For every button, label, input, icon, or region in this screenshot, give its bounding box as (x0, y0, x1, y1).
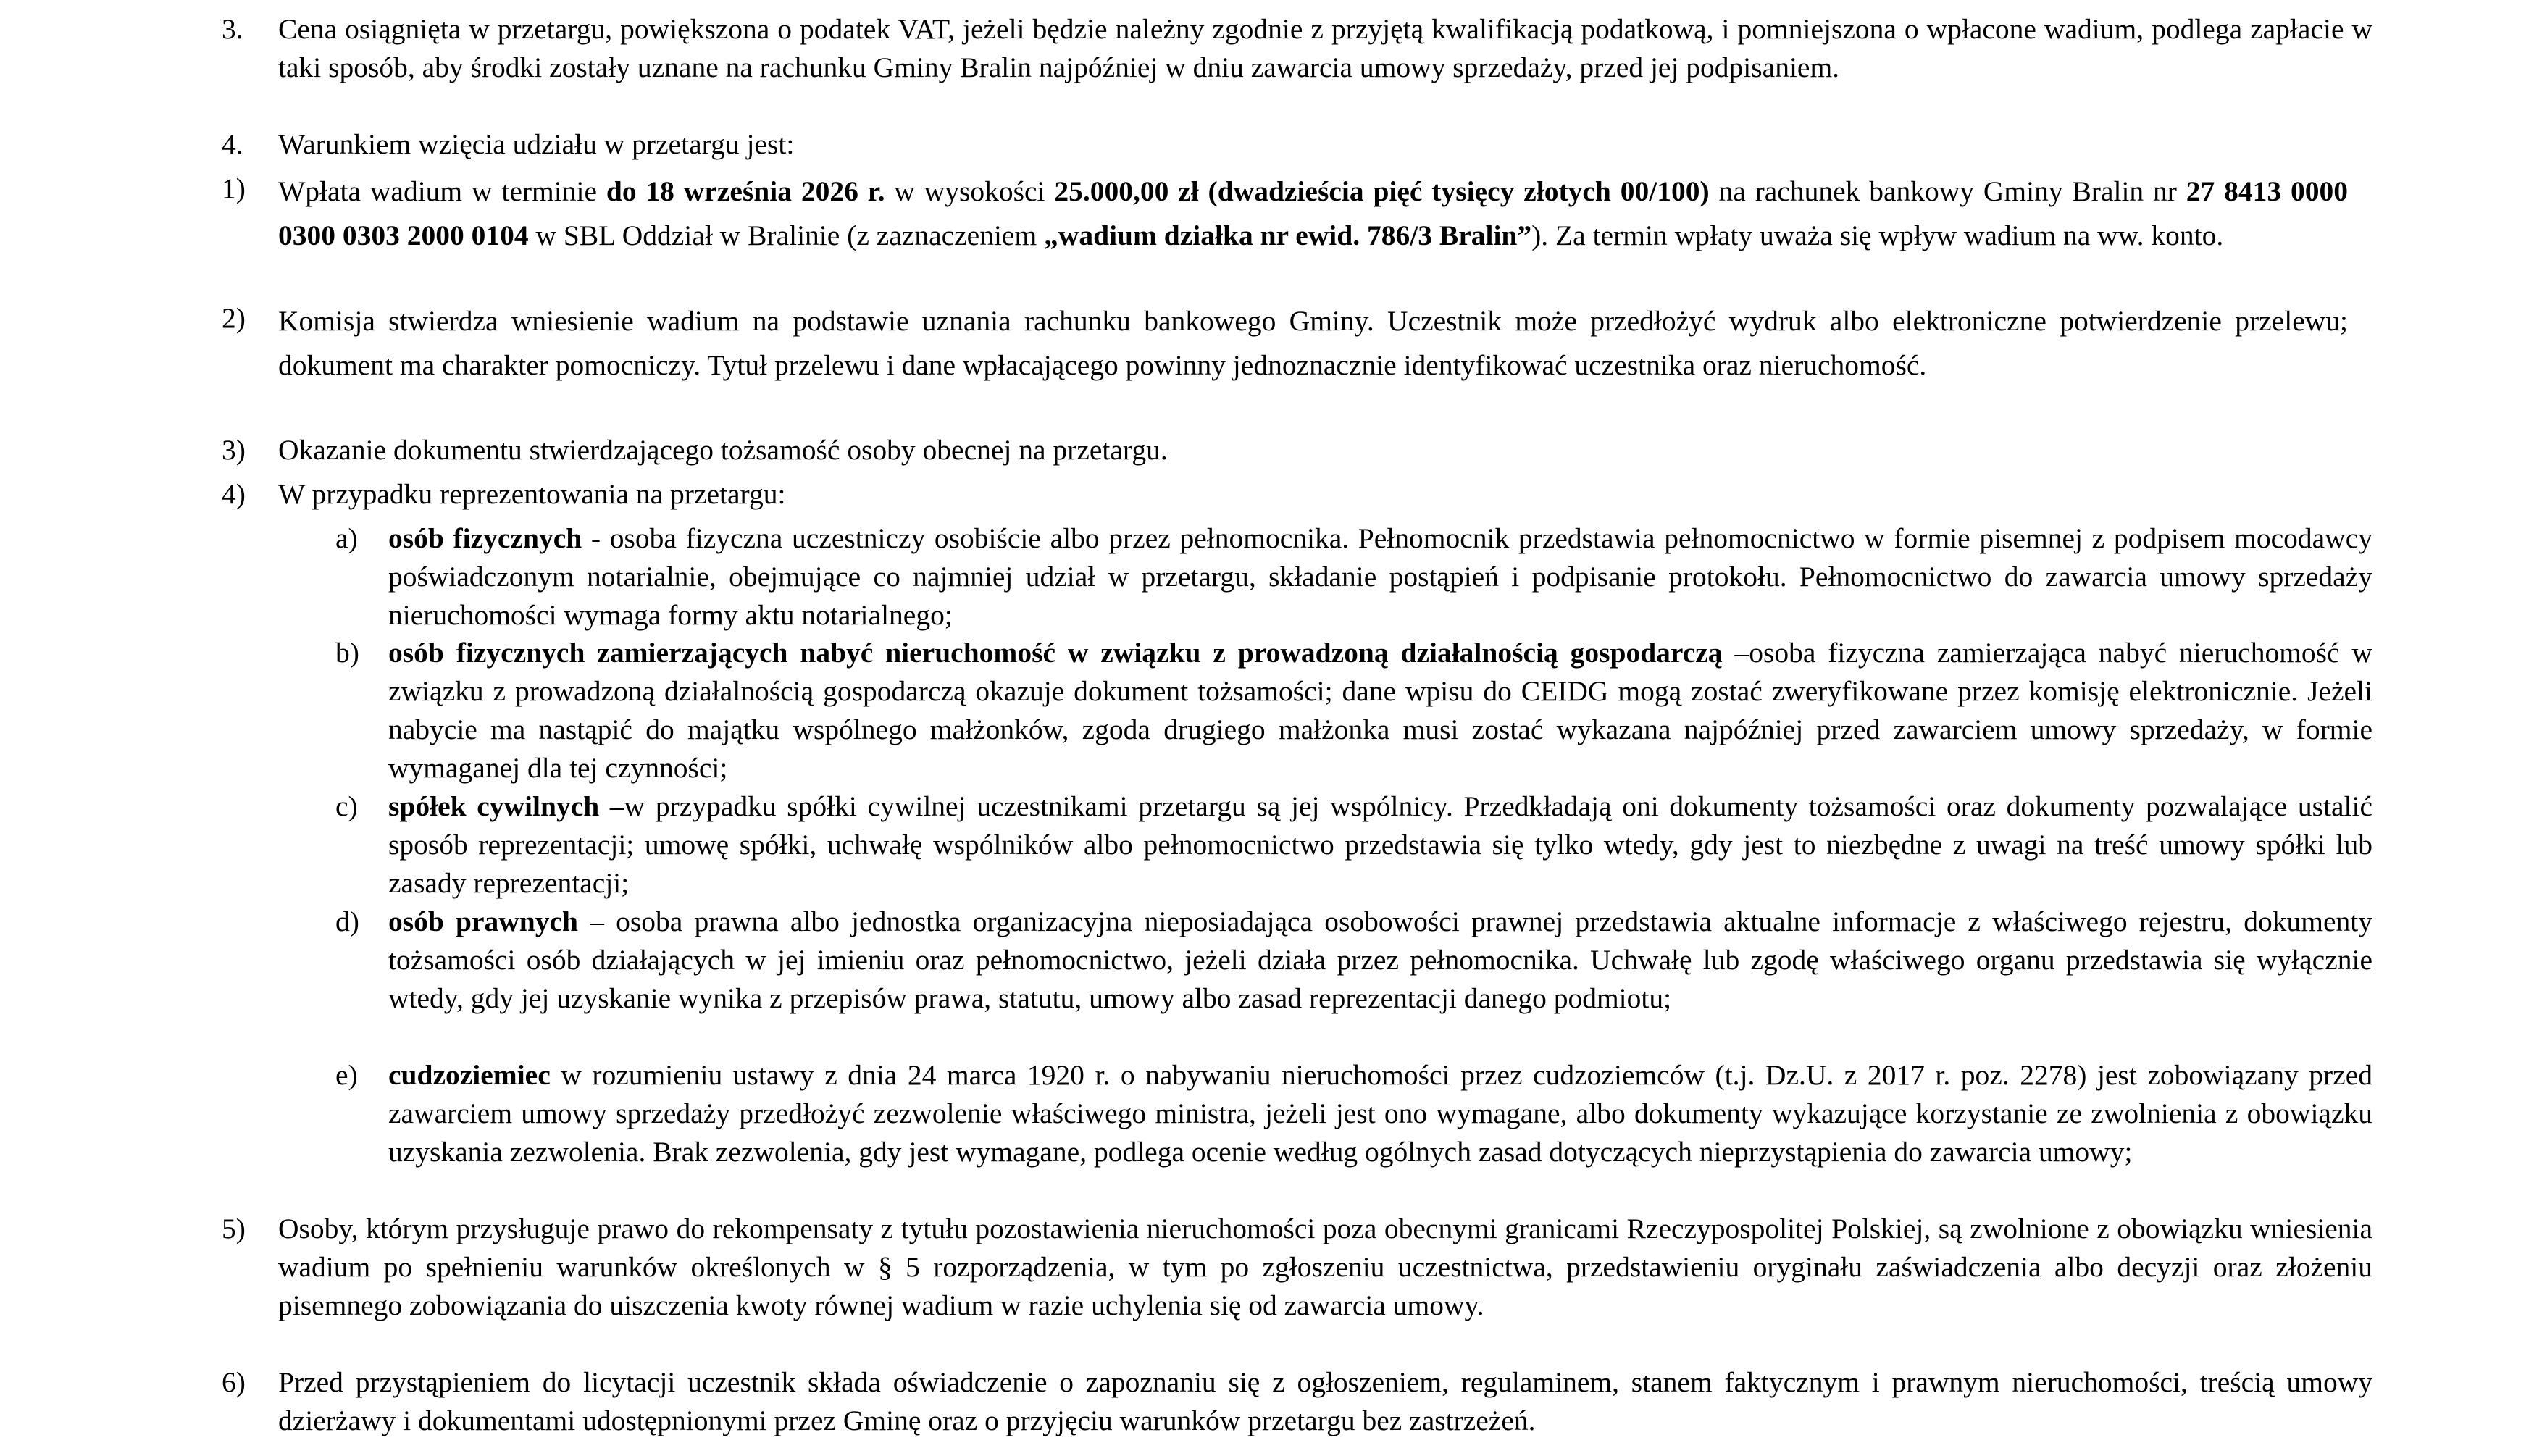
subitem-foreigners (388, 1056, 2372, 1171)
subitem-text: - osoba fizyczna uczestniczy osobiście albo przez pełnomocnika. Pełnomocnik przedstawia pełnomocnictwo w formie pisemnej z podpisem mocodawcy poświadczonym notarialnie, obejmujące co najmniej udział w przetargu, składanie postąpień i podpisanie protokołu. Pełnomocnictwo do zawarcia umowy sprzedaży nieruchomości wymaga formy aktu notarialnego; (388, 522, 2372, 631)
subitem-heading: osób fizycznych (388, 522, 582, 554)
text-segment: w SBL Oddział w Bralinie (z zaznaczeniem (528, 219, 1045, 251)
subitem-business-persons (388, 634, 2372, 787)
subitem-letter: e) (335, 1059, 358, 1091)
paragraph-text: Komisja stwierdza wniesienie wadium na podstawie uznania rachunku bankowego Gminy. Uczestnik może przedłożyć wydruk albo elektroniczne potwierdzenie przelewu; dokument ma charakter pomocniczy. Tytuł przelewu i dane wpłacającego powinny jednoznacznie identyfikować uczestnika oraz nieruchomość. (278, 305, 2348, 381)
paragraph-text: Warunkiem wzięcia udziału w przetargu jest: (278, 128, 795, 160)
condition-deposit-verification (278, 299, 2348, 388)
paragraph-text: Okazanie dokumentu stwierdzającego tożsamość osoby obecnej na przetargu. (278, 434, 1168, 466)
paragraph-text: Osoby, którym przysługuje prawo do rekompensaty z tytułu pozostawienia nieruchomości poza obecnymi granicami Rzeczypospolitej Polskiej, są zwolnione z obowiązku wniesienia wadium po spełnieniu warunków określonych w § 5 rozporządzenia, w tym po zgłoszeniu uczestnictwa, przedstawieniu oryginału zaświadczenia albo decyzji oraz złożeniu pisemnego zobowiązania do uiszczenia kwoty równej wadium w razie uchylenia się od zawarcia umowy. (278, 1213, 2372, 1321)
subitem-letter: b) (335, 637, 359, 669)
subitem-natural-persons (388, 519, 2372, 635)
subitem-letter: c) (335, 790, 358, 822)
deposit-amount: 25.000,00 zł (dwadzieścia pięć tysięcy złotych 00/100) (1054, 175, 1710, 207)
deposit-deadline: do 18 września 2026 r. (606, 175, 885, 207)
condition-number: 3) (222, 434, 246, 466)
transfer-title: „wadium działka nr ewid. 786/3 Bralin” (1044, 219, 1532, 251)
condition-number: 1) (222, 172, 246, 204)
condition-compensation-exemption (278, 1210, 2372, 1325)
item-number: 3. (222, 13, 243, 45)
text-segment: Wpłata wadium w terminie (278, 175, 606, 207)
condition-deposit (278, 170, 2348, 258)
subitem-letter: a) (335, 522, 358, 554)
condition-number: 5) (222, 1213, 246, 1244)
subitem-text: w rozumieniu ustawy z dnia 24 marca 1920 r. o nabywaniu nieruchomości przez cudzoziemców (t.j. Dz.U. z 2017 r. poz. 2278) jest zobowiązany przed zawarciem umowy sprzedaży przedłożyć zezwolenie właściwego ministra, jeżeli jest ono wymagane, albo dokumenty wykazujące korzystanie ze zwolnienia z obowiązku uzyskania zezwolenia. Brak zezwolenia, gdy jest wymagane, podlega ocenie według ogólnych zasad dotyczących nieprzystąpienia do zawarcia umowy; (388, 1059, 2372, 1168)
condition-identity-document (278, 431, 2348, 469)
text-segment: ). Za termin wpłaty uważa się wpływ wadium na ww. konto. (1531, 219, 2224, 251)
condition-number: 4) (222, 478, 246, 510)
paragraph-price-payment (278, 10, 2372, 87)
paragraph-text: Cena osiągnięta w przetargu, powiększona o podatek VAT, jeżeli będzie należny zgodnie z przyjętą kwalifikacją podatkową, i pomniejszona o wpłacone wadium, podlega zapłacie w taki sposób, aby środki zostały uznane na rachunku Gminy Bralin najpóźniej w dniu zawarcia umowy sprzedaży, przed jej podpisaniem. (278, 13, 2372, 83)
condition-declaration (278, 1363, 2372, 1440)
subitem-legal-persons (388, 903, 2372, 1018)
subitem-heading: osób fizycznych zamierzających nabyć nieruchomość w związku z prowadzoną działalnością gospodarczą (388, 637, 1723, 669)
paragraph-text: Przed przystąpieniem do licytacji uczestnik składa oświadczenie o zapoznaniu się z ogłoszeniem, regulaminem, stanem faktycznym i prawnym nieruchomości, treścią umowy dzierżawy i dokumentami udostępnionymi przez Gminę oraz o przyjęciu warunków przetargu bez zastrzeżeń. (278, 1366, 2372, 1436)
subitem-text: –w przypadku spółki cywilnej uczestnikami przetargu są jej wspólnicy. Przedkładają oni dokumenty tożsamości oraz dokumenty pozwalające ustalić sposób reprezentacji; umowę spółki, uchwałę wspólników albo pełnomocnictwo przedstawia się tylko wtedy, gdy jest to niezbędne z uwagi na treść umowy spółki lub zasady reprezentacji; (388, 790, 2372, 899)
paragraph-text: W przypadku reprezentowania na przetargu: (278, 478, 786, 510)
subitem-heading: spółek cywilnych (388, 790, 600, 822)
condition-number: 2) (222, 302, 246, 334)
text-segment: na rachunek bankowy Gminy Bralin nr (1709, 175, 2186, 207)
condition-number: 6) (222, 1366, 246, 1398)
condition-representation (278, 475, 2348, 514)
bank-account-number: 27 8413 0000 0300 0303 2000 0104 (278, 175, 2349, 251)
paragraph-participation-conditions (278, 125, 2372, 164)
subitem-letter: d) (335, 905, 359, 937)
subitem-text: – osoba prawna albo jednostka organizacyjna nieposiadająca osobowości prawnej przedstawia aktualne informacje z właściwego rejestru, dokumenty tożsamości osób działających w jej imieniu oraz pełnomocnictwo, jeżeli działa przez pełnomocnika. Uchwałę lub zgodę właściwego organu przedstawia się wyłącznie wtedy, gdy jej uzyskanie wynika z przepisów prawa, statutu, umowy albo zasad reprezentacji danego podmiotu; (388, 905, 2372, 1014)
subitem-civil-partnerships (388, 787, 2372, 903)
subitem-heading: cudzoziemiec (388, 1059, 551, 1091)
text-segment: w wysokości (885, 175, 1055, 207)
item-number: 4. (222, 128, 243, 160)
subitem-text: –osoba fizyczna zamierzająca nabyć nieruchomość w związku z prowadzoną działalnością gospodarczą okazuje dokument tożsamości; dane wpisu do CEIDG mogą zostać zweryfikowane przez komisję elektronicznie. Jeżeli nabycie ma nastąpić do majątku wspólnego małżonków, zgoda drugiego małżonka musi zostać wykazana najpóźniej przed zawarciem umowy sprzedaży, w formie wymaganej dla tej czynności; (388, 637, 2372, 784)
subitem-heading: osób prawnych (388, 905, 579, 937)
